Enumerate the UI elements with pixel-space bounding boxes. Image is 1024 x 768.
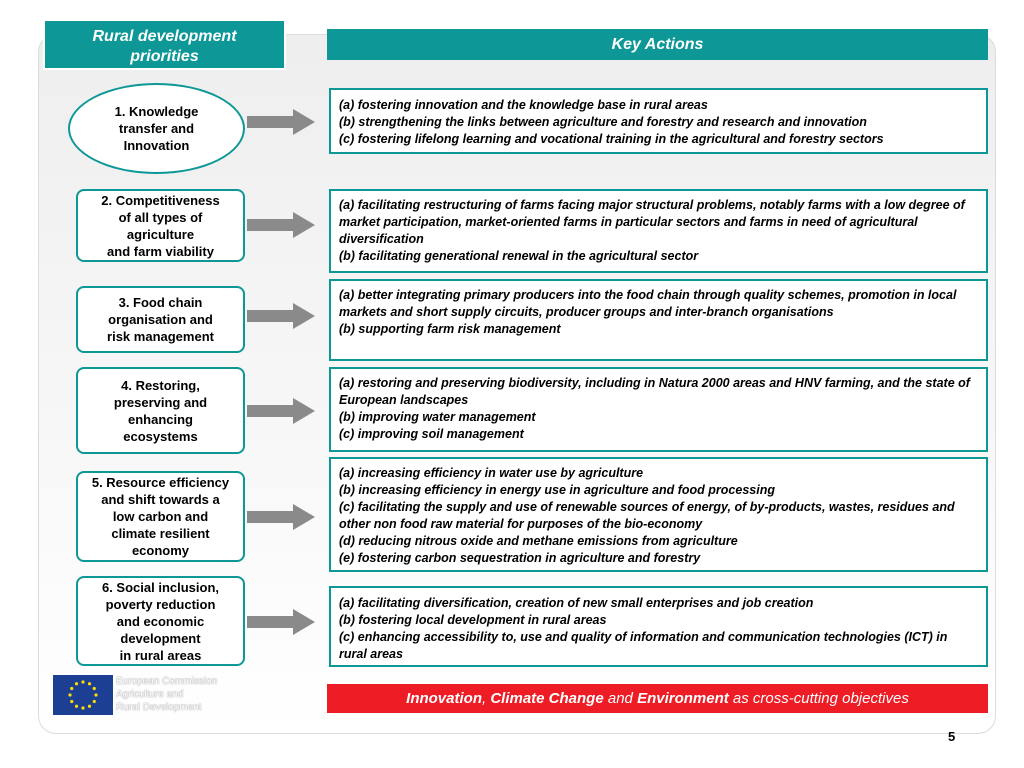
action-6a: (a) facilitating diversification, creation of new small enterprises and job creation xyxy=(339,596,814,610)
eu-flag-icon xyxy=(53,675,113,715)
priorities-header xyxy=(43,19,286,70)
action-3b: (b) supporting farm risk management xyxy=(339,322,561,336)
cross-cutting-banner xyxy=(327,684,988,713)
arrow-2-icon xyxy=(247,212,315,238)
arrow-4-icon xyxy=(247,398,315,424)
priority-6-box xyxy=(76,576,245,666)
action-5a: (a) increasing efficiency in water use by agriculture xyxy=(339,466,644,480)
eu-star-icon xyxy=(75,682,78,685)
eu-star-icon xyxy=(94,693,97,696)
eu-star-icon xyxy=(81,680,84,683)
actions-3-box xyxy=(329,279,988,361)
priority-4-label: 4. Restoring, preserving and enhancing ecosystems xyxy=(113,377,208,444)
arrow-5-icon xyxy=(247,504,315,530)
actions-4-box xyxy=(329,367,988,452)
action-4c: (c) improving soil management xyxy=(339,427,524,441)
cross-word-innovation: Innovation xyxy=(406,690,482,707)
action-1c: (c) fostering lifelong learning and vocational training in the agricultural and forestry sectors xyxy=(339,132,884,146)
logo-line-2: Agriculture and xyxy=(116,689,184,700)
action-5e: (e) fostering carbon sequestration in agriculture and forestry xyxy=(339,551,701,565)
key-actions-header xyxy=(327,29,988,60)
action-1a: (a) fostering innovation and the knowledge base in rural areas xyxy=(339,98,708,112)
priority-2-label: 2. Competitiveness of all types of agriculture and farm viability xyxy=(101,192,220,259)
eu-star-icon xyxy=(81,706,84,709)
eu-star-icon xyxy=(88,705,91,708)
priority-1-oval xyxy=(68,83,245,174)
cross-sep-2: and xyxy=(603,690,638,707)
priority-3-label: 3. Food chain organisation and risk management xyxy=(107,295,214,344)
priorities-header-text: Rural development priorities xyxy=(92,28,237,65)
arrow-1-icon xyxy=(247,109,315,135)
priority-5-label: 5. Resource efficiency and shift towards a low carbon and climate resilient economy xyxy=(91,475,230,558)
cross-sep-1: , xyxy=(481,690,491,707)
eu-star-icon xyxy=(70,700,73,703)
action-6c: (c) enhancing accessibility to, use and quality of information and communication technologies (ICT) in rural areas xyxy=(339,630,948,661)
priority-6-label: 6. Social inclusion, poverty reduction and economic development in rural areas xyxy=(101,579,220,663)
eu-star-icon xyxy=(93,687,96,690)
action-2b: (b) facilitating generational renewal in the agricultural sector xyxy=(339,249,699,263)
cross-tail: as cross-cutting objectives xyxy=(728,690,909,707)
action-5c: (c) facilitating the supply and use of renewable sources of energy, of by-products, wastes, residues and other non food raw material for purposes of the bio-economy xyxy=(339,500,955,531)
priority-3-box xyxy=(76,286,245,353)
eu-star-icon xyxy=(93,700,96,703)
action-6b: (b) fostering local development in rural areas xyxy=(339,613,607,627)
action-2a: (a) facilitating restructuring of farms facing major structural problems, notably farms with a low degree of market participation, market-oriented farms in particular sectors and farms in need of agricultural diversification xyxy=(339,198,965,246)
eu-star-icon xyxy=(75,705,78,708)
action-1b: (b) strengthening the links between agriculture and forestry and research and innovation xyxy=(339,115,867,129)
actions-6-box xyxy=(329,586,988,667)
action-5b: (b) increasing efficiency in energy use in agriculture and food processing xyxy=(339,483,775,497)
cross-word-climate: Climate Change xyxy=(490,690,604,707)
action-3a: (a) better integrating primary producers into the food chain through quality schemes, promotion in local markets and short supply circuits, producer groups and inter-branch organisations xyxy=(339,288,957,319)
action-5d: (d) reducing nitrous oxide and methane emissions from agriculture xyxy=(339,534,738,548)
actions-1-box xyxy=(329,88,988,154)
arrow-3-icon xyxy=(247,303,315,329)
eu-star-icon xyxy=(70,687,73,690)
logo-line-1: European Commission xyxy=(116,676,218,687)
priority-5-box xyxy=(76,471,245,562)
action-4a: (a) restoring and preserving biodiversity, including in Natura 2000 areas and HNV farming, and the state of European landscapes xyxy=(339,376,970,407)
logo-text xyxy=(116,675,217,714)
priority-4-box xyxy=(76,367,245,454)
action-4b: (b) improving water management xyxy=(339,410,536,424)
eu-star-icon xyxy=(88,682,91,685)
eu-star-icon xyxy=(68,693,71,696)
actions-2-box xyxy=(329,189,988,273)
cross-word-environment: Environment xyxy=(637,690,729,707)
priority-1-label: 1. Knowledge transfer and Innovation xyxy=(114,104,199,153)
priority-2-box xyxy=(76,189,245,262)
actions-5-box xyxy=(329,457,988,572)
page-number: 5 xyxy=(948,729,956,744)
arrow-6-icon xyxy=(247,609,315,635)
logo-line-3: Rural Development xyxy=(116,702,202,713)
key-actions-header-text: Key Actions xyxy=(611,36,704,53)
